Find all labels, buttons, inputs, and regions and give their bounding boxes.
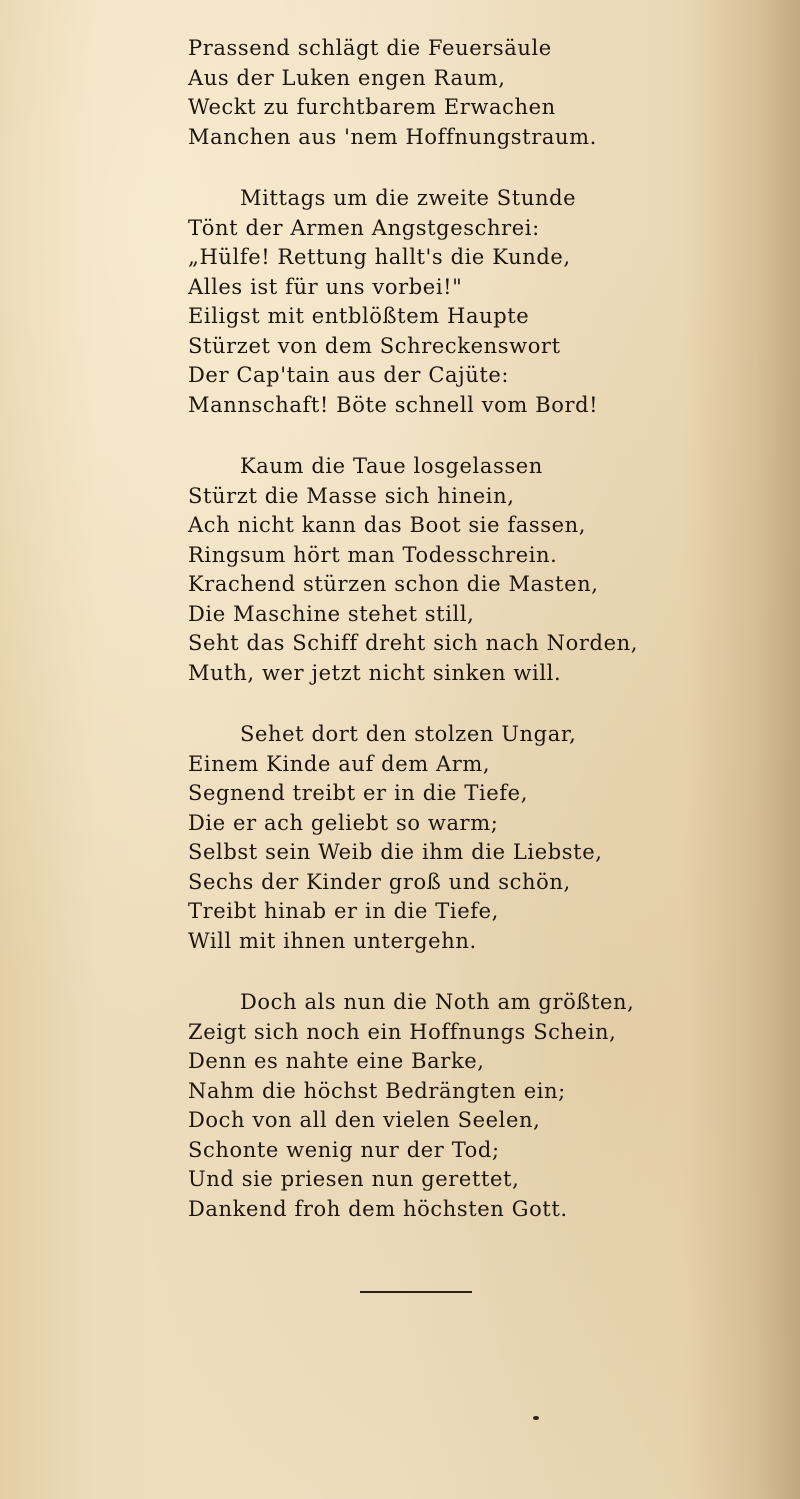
stanza-5 bbox=[188, 988, 708, 1224]
poem-line: Ringsum hört man Todesschrein. bbox=[188, 542, 558, 567]
poem-line: Doch als nun die Noth am größten, bbox=[240, 990, 635, 1014]
poem-line: Prassend schlägt die Feuersäule bbox=[188, 36, 552, 60]
poem-line: Der Cap'tain aus der Cajüte: bbox=[188, 363, 510, 387]
poem-line: Tönt der Armen Angstgeschrei: bbox=[188, 215, 540, 240]
poem-line: Eiligst mit entblößtem Haupte bbox=[188, 304, 530, 328]
stanza-gap bbox=[188, 152, 708, 184]
end-rule bbox=[360, 1291, 472, 1293]
stanza-1 bbox=[188, 34, 708, 152]
poem-line: Mannschaft! Böte schnell vom Bord! bbox=[188, 392, 599, 417]
poem-line: Ach nicht kann das Boot sie fassen, bbox=[188, 513, 587, 537]
poem-line: Zeigt sich noch ein Hoffnungs Schein, bbox=[188, 1019, 617, 1044]
poem-line: Kaum die Taue losgelassen bbox=[240, 454, 543, 478]
poem-line: Selbst sein Weib die ihm die Liebste, bbox=[188, 840, 603, 864]
stanza-gap bbox=[188, 956, 708, 988]
poem-line: Die Maschine stehet still, bbox=[188, 601, 475, 626]
stanza-4 bbox=[188, 720, 708, 956]
poem-line: Dankend froh dem höchsten Gott. bbox=[188, 1196, 568, 1221]
poem-line: Denn es nahte eine Barke, bbox=[188, 1049, 485, 1073]
poem-line: Manchen aus 'nem Hoffnungstraum. bbox=[188, 124, 597, 149]
ink-mark bbox=[533, 1416, 539, 1420]
poem-line: Weckt zu furchtbarem Erwachen bbox=[188, 95, 556, 119]
poem-line: Nahm die höchst Bedrängten ein; bbox=[188, 1078, 566, 1103]
stanza-3 bbox=[188, 452, 708, 688]
poem-line: Seht das Schiff dreht sich nach Norden, bbox=[188, 631, 639, 655]
poem-line: Will mit ihnen untergehn. bbox=[188, 928, 477, 953]
stanza-gap bbox=[188, 420, 708, 452]
poem-line: Stürzet von dem Schreckenswort bbox=[188, 333, 561, 358]
poem-line: Stürzt die Masse sich hinein, bbox=[188, 483, 515, 508]
poem-line: Doch von all den vielen Seelen, bbox=[188, 1108, 541, 1132]
poem-line: „Hülfe! Rettung hallt's die Kunde, bbox=[188, 245, 571, 269]
poem-line: Krachend stürzen schon die Masten, bbox=[188, 572, 599, 596]
poem-line: Die er ach geliebt so warm; bbox=[188, 810, 499, 835]
stanza-2 bbox=[188, 184, 708, 420]
poem-line: Sehet dort den stolzen Ungar, bbox=[240, 722, 577, 746]
stanza-gap bbox=[188, 688, 708, 720]
poem-line: Schonte wenig nur der Tod; bbox=[188, 1137, 500, 1162]
poem-line: Und sie priesen nun gerettet, bbox=[188, 1167, 520, 1191]
poem-line: Segnend treibt er in die Tiefe, bbox=[188, 781, 528, 805]
poem-line: Einem Kinde auf dem Arm, bbox=[188, 751, 491, 776]
poem-line: Sechs der Kinder groß und schön, bbox=[188, 869, 571, 894]
poem-line: Alles ist für uns vorbei!" bbox=[188, 274, 463, 299]
poem-line: Mittags um die zweite Stunde bbox=[240, 186, 577, 210]
poem-line: Treibt hinab er in die Tiefe, bbox=[188, 899, 499, 923]
poem bbox=[188, 34, 708, 1224]
poem-line: Aus der Luken engen Raum, bbox=[188, 65, 506, 90]
poem-line: Muth, wer jetzt nicht sinken will. bbox=[188, 660, 562, 685]
